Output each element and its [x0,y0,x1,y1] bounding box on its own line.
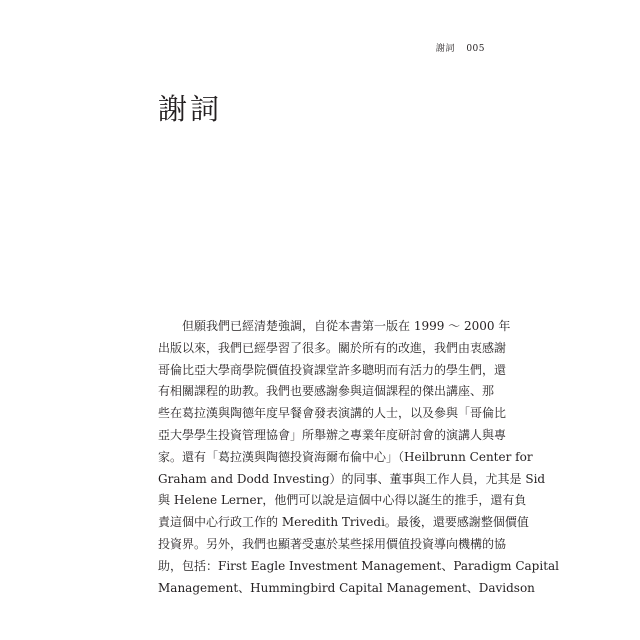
running-head [436,41,485,54]
text-line: 些在葛拉漢與陶德年度早餐會發表演講的人士，以及參與「哥倫比 [158,406,507,421]
text-line: Management、Hummingbird Capital Management、Davidson [158,580,535,595]
text-line: 助，包括：First Eagle Investment Management、Paradigm Capital [158,558,560,573]
text-line: 但願我們已經清楚強調，自從本書第一版在 1999 ～ 2000 年 [182,319,511,333]
text-line: 有相關課程的助教。我們也要感謝參與這個課程的傑出講座、那 [158,384,495,399]
running-head-title: 謝詞 [435,44,455,54]
text-line: 投資界。另外，我們也顯著受惠於某些採用價值投資導向機構的協 [158,536,507,551]
text-line: 責這個中心行政工作的 Meredith Trivedi。最後，還要感謝整個價值 [158,515,529,530]
body-paragraph [158,316,560,599]
text-line: 哥倫比亞大學商學院價值投資課堂許多聰明而有活力的學生們，還 [158,362,507,377]
chapter-title: 謝詞 [158,92,223,126]
text-line: 與 Helene Lerner，他們可以說是這個中心得以誕生的推手，還有負 [158,493,527,508]
text-line: Graham and Dodd Investing）的同事、董事與工作人員，尤其是 Sid [158,471,546,486]
page-number: 005 [466,44,485,54]
text-line: 出版以來，我們已經學習了很多。關於所有的改進，我們由衷感謝 [158,340,507,355]
text-line: 亞大學學生投資管理協會」所舉辦之專業年度研討會的演講人與專 [158,427,507,442]
text-line: 家。還有「葛拉漢與陶德投資海爾布倫中心」（Heilbrunn Center for [158,449,533,464]
